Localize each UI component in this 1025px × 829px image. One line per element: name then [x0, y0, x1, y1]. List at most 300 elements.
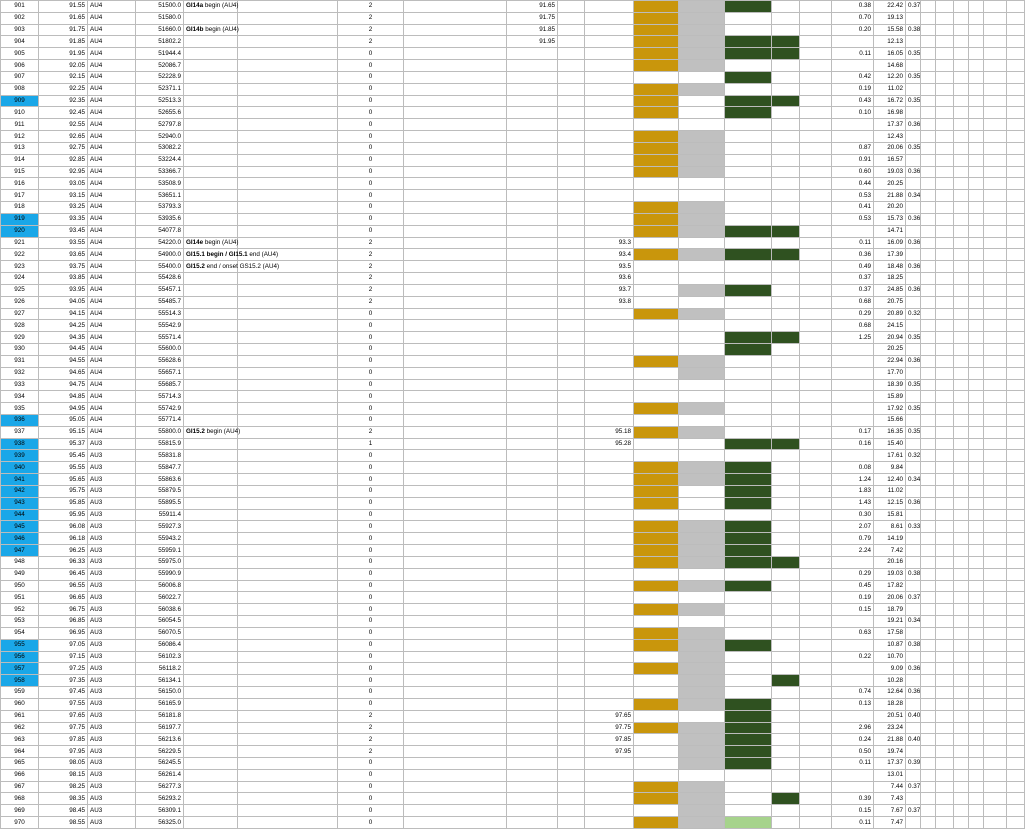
- annotation-cell: [184, 249, 279, 261]
- color-block-cell: [634, 698, 679, 710]
- value-a-cell: 0.37: [832, 284, 874, 296]
- row-number-cell: 907: [1, 71, 39, 83]
- color-block-cell: [725, 545, 772, 557]
- color-block-cell: [725, 249, 772, 261]
- color-block-cell: [725, 663, 772, 675]
- color-block-cell: [772, 769, 800, 781]
- blank-cell: [936, 332, 954, 344]
- zone-cell: AU3: [88, 805, 136, 817]
- marker-depth-cell: [585, 48, 634, 60]
- value-a-cell: [832, 225, 874, 237]
- marker-depth-cell: 93.8: [585, 296, 634, 308]
- blank-cell: [936, 639, 954, 651]
- depth-cell: 94.95: [39, 403, 88, 415]
- blank-cell: [558, 344, 585, 356]
- blank-cell: [238, 675, 338, 687]
- blank-cell: [558, 616, 585, 628]
- row-number-cell: 908: [1, 83, 39, 95]
- code-cell: 2: [338, 284, 404, 296]
- blank-cell: [984, 60, 1007, 72]
- top-depth-cell: [507, 273, 558, 285]
- blank-cell: [404, 722, 507, 734]
- color-block-cell: [772, 60, 800, 72]
- blank-cell: [1007, 36, 1025, 48]
- value-c-cell: [906, 12, 921, 24]
- value-a-cell: 1.83: [832, 485, 874, 497]
- blank-cell: [936, 48, 954, 60]
- marker-depth-cell: [585, 60, 634, 72]
- value-b-cell: 21.88: [874, 190, 906, 202]
- blank-cell: [954, 497, 969, 509]
- value-c-cell: [906, 722, 921, 734]
- code-cell: 0: [338, 142, 404, 154]
- blank-cell: [921, 190, 936, 202]
- table-row: [1, 403, 1025, 415]
- row-number-cell: 928: [1, 320, 39, 332]
- blank-cell: [921, 83, 936, 95]
- blank-cell: [404, 781, 507, 793]
- blank-cell: [936, 213, 954, 225]
- value-b-cell: 7.44: [874, 781, 906, 793]
- blank-cell: [954, 131, 969, 143]
- color-block-cell: [772, 639, 800, 651]
- color-block-cell: [725, 1, 772, 13]
- blank-cell: [954, 273, 969, 285]
- blank-cell: [404, 793, 507, 805]
- value-c-cell: 0.35: [906, 403, 921, 415]
- blank-cell: [404, 805, 507, 817]
- value-a-cell: [832, 639, 874, 651]
- blank-cell: [238, 734, 338, 746]
- value-c-cell: [906, 225, 921, 237]
- value-b-cell: 15.73: [874, 213, 906, 225]
- row-number-cell: 967: [1, 781, 39, 793]
- blank-cell: [954, 12, 969, 24]
- blank-cell: [921, 107, 936, 119]
- color-block-cell: [634, 308, 679, 320]
- value-c-cell: 0.32: [906, 450, 921, 462]
- blank-cell: [238, 202, 338, 214]
- color-block-cell: [634, 48, 679, 60]
- age-cell: 56165.9: [136, 698, 184, 710]
- top-depth-cell: [507, 781, 558, 793]
- blank-cell: [936, 403, 954, 415]
- color-block-cell: [634, 521, 679, 533]
- blank-cell: [404, 95, 507, 107]
- blank-cell: [936, 320, 954, 332]
- top-depth-cell: [507, 379, 558, 391]
- marker-depth-cell: 97.85: [585, 734, 634, 746]
- value-b-cell: 14.19: [874, 533, 906, 545]
- blank-cell: [984, 296, 1007, 308]
- color-block-cell: [634, 154, 679, 166]
- value-b-cell: 13.01: [874, 769, 906, 781]
- zone-cell: AU4: [88, 119, 136, 131]
- blank-cell: [921, 202, 936, 214]
- color-block-cell: [679, 710, 725, 722]
- blank-cell: [984, 83, 1007, 95]
- value-c-cell: 0.35: [906, 332, 921, 344]
- annotation-cell: [184, 533, 238, 545]
- blank-cell: [800, 284, 832, 296]
- age-cell: 56293.2: [136, 793, 184, 805]
- blank-cell: [1007, 450, 1025, 462]
- blank-cell: [1007, 722, 1025, 734]
- age-cell: 54900.0: [136, 249, 184, 261]
- color-block-cell: [679, 48, 725, 60]
- age-cell: 56309.1: [136, 805, 184, 817]
- blank-cell: [238, 320, 338, 332]
- color-block-cell: [772, 320, 800, 332]
- color-block-cell: [725, 107, 772, 119]
- code-cell: 2: [338, 426, 404, 438]
- top-depth-cell: [507, 651, 558, 663]
- top-depth-cell: [507, 296, 558, 308]
- annotation-cell: [184, 769, 238, 781]
- table-row: [1, 213, 1025, 225]
- color-block-cell: [772, 805, 800, 817]
- blank-cell: [921, 545, 936, 557]
- color-block-cell: [772, 509, 800, 521]
- color-block-cell: [725, 166, 772, 178]
- blank-cell: [984, 344, 1007, 356]
- blank-cell: [404, 734, 507, 746]
- value-a-cell: 0.11: [832, 758, 874, 770]
- zone-cell: AU3: [88, 663, 136, 675]
- value-a-cell: 0.87: [832, 142, 874, 154]
- top-depth-cell: [507, 355, 558, 367]
- blank-cell: [921, 746, 936, 758]
- color-block-cell: [679, 627, 725, 639]
- blank-cell: [238, 296, 338, 308]
- table-row: [1, 379, 1025, 391]
- color-block-cell: [725, 296, 772, 308]
- value-b-cell: 20.51: [874, 710, 906, 722]
- blank-cell: [800, 793, 832, 805]
- blank-cell: [558, 805, 585, 817]
- annotation-cell: [184, 154, 238, 166]
- zone-cell: AU3: [88, 639, 136, 651]
- marker-depth-cell: [585, 639, 634, 651]
- color-block-cell: [679, 817, 725, 829]
- color-block-cell: [725, 698, 772, 710]
- value-b-cell: 15.81: [874, 509, 906, 521]
- depth-cell: 95.85: [39, 497, 88, 509]
- blank-cell: [936, 805, 954, 817]
- blank-cell: [969, 758, 984, 770]
- color-block-cell: [679, 746, 725, 758]
- blank-cell: [921, 36, 936, 48]
- blank-cell: [800, 675, 832, 687]
- annotation-cell: [184, 1, 238, 13]
- blank-cell: [238, 71, 338, 83]
- marker-depth-cell: [585, 142, 634, 154]
- color-block-cell: [634, 261, 679, 273]
- blank-cell: [954, 627, 969, 639]
- blank-cell: [984, 769, 1007, 781]
- blank-cell: [558, 12, 585, 24]
- value-a-cell: 1.43: [832, 497, 874, 509]
- color-block-cell: [634, 166, 679, 178]
- annotation-cell: [184, 166, 238, 178]
- marker-depth-cell: [585, 107, 634, 119]
- color-block-cell: [634, 24, 679, 36]
- blank-cell: [404, 450, 507, 462]
- depth-cell: 96.18: [39, 533, 88, 545]
- blank-cell: [954, 213, 969, 225]
- top-depth-cell: [507, 131, 558, 143]
- row-number-cell: 903: [1, 24, 39, 36]
- table-row: [1, 474, 1025, 486]
- color-block-cell: [772, 627, 800, 639]
- color-block-cell: [725, 781, 772, 793]
- marker-depth-cell: [585, 651, 634, 663]
- color-block-cell: [679, 284, 725, 296]
- depth-cell: 93.85: [39, 273, 88, 285]
- depth-cell: 91.85: [39, 36, 88, 48]
- value-b-cell: 20.89: [874, 308, 906, 320]
- table-row: [1, 616, 1025, 628]
- color-block-cell: [772, 604, 800, 616]
- blank-cell: [1007, 178, 1025, 190]
- annotation-cell: [184, 545, 238, 557]
- blank-cell: [954, 604, 969, 616]
- blank-cell: [984, 817, 1007, 829]
- annotation-text: GI15.2: [186, 262, 205, 270]
- blank-cell: [558, 1, 585, 13]
- zone-cell: AU3: [88, 580, 136, 592]
- blank-cell: [558, 698, 585, 710]
- blank-cell: [936, 604, 954, 616]
- color-block-cell: [725, 627, 772, 639]
- annotation-cell: [184, 190, 238, 202]
- color-block-cell: [772, 1, 800, 13]
- top-depth-cell: [507, 190, 558, 202]
- blank-cell: [404, 462, 507, 474]
- depth-cell: 94.45: [39, 344, 88, 356]
- blank-cell: [954, 722, 969, 734]
- annotation-cell: [184, 509, 238, 521]
- annotation-cell: [184, 403, 238, 415]
- blank-cell: [800, 367, 832, 379]
- blank-cell: [936, 438, 954, 450]
- annotation-cell: [184, 663, 238, 675]
- blank-cell: [954, 793, 969, 805]
- blank-cell: [558, 237, 585, 249]
- blank-cell: [969, 509, 984, 521]
- color-block-cell: [725, 616, 772, 628]
- value-a-cell: 0.45: [832, 580, 874, 592]
- blank-cell: [800, 651, 832, 663]
- top-depth-cell: [507, 60, 558, 72]
- blank-cell: [800, 497, 832, 509]
- depth-cell: 95.05: [39, 414, 88, 426]
- blank-cell: [558, 462, 585, 474]
- marker-depth-cell: [585, 616, 634, 628]
- blank-cell: [969, 722, 984, 734]
- depth-cell: 98.25: [39, 781, 88, 793]
- blank-cell: [1007, 367, 1025, 379]
- value-c-cell: 0.37: [906, 1, 921, 13]
- depth-cell: 91.95: [39, 48, 88, 60]
- depth-cell: 93.05: [39, 178, 88, 190]
- color-block-cell: [725, 178, 772, 190]
- blank-cell: [984, 261, 1007, 273]
- table-row: [1, 592, 1025, 604]
- blank-cell: [969, 474, 984, 486]
- blank-cell: [969, 403, 984, 415]
- blank-cell: [954, 438, 969, 450]
- color-block-cell: [634, 12, 679, 24]
- marker-depth-cell: [585, 698, 634, 710]
- code-cell: 0: [338, 166, 404, 178]
- row-number-cell: 915: [1, 166, 39, 178]
- table-row: [1, 190, 1025, 202]
- code-cell: 0: [338, 533, 404, 545]
- table-row: [1, 320, 1025, 332]
- color-block-cell: [634, 36, 679, 48]
- depth-cell: 94.75: [39, 379, 88, 391]
- blank-cell: [969, 12, 984, 24]
- depth-cell: 97.15: [39, 651, 88, 663]
- blank-cell: [921, 48, 936, 60]
- value-c-cell: [906, 367, 921, 379]
- value-a-cell: 2.07: [832, 521, 874, 533]
- marker-depth-cell: [585, 556, 634, 568]
- blank-cell: [969, 568, 984, 580]
- table-row: [1, 391, 1025, 403]
- color-block-cell: [634, 817, 679, 829]
- code-cell: 0: [338, 391, 404, 403]
- value-a-cell: 0.44: [832, 178, 874, 190]
- table-row: [1, 178, 1025, 190]
- table-row: [1, 426, 1025, 438]
- blank-cell: [558, 533, 585, 545]
- color-block-cell: [772, 793, 800, 805]
- blank-cell: [984, 793, 1007, 805]
- annotation-cell: [184, 474, 238, 486]
- row-number-cell: 924: [1, 273, 39, 285]
- table-row: [1, 249, 1025, 261]
- blank-cell: [238, 344, 338, 356]
- value-c-cell: [906, 273, 921, 285]
- row-number-cell: 966: [1, 769, 39, 781]
- blank-cell: [936, 355, 954, 367]
- value-a-cell: 0.38: [832, 1, 874, 13]
- age-cell: 51802.2: [136, 36, 184, 48]
- blank-cell: [558, 332, 585, 344]
- color-block-cell: [634, 284, 679, 296]
- blank-cell: [404, 698, 507, 710]
- blank-cell: [936, 178, 954, 190]
- blank-cell: [800, 131, 832, 143]
- top-depth-cell: [507, 616, 558, 628]
- color-block-cell: [634, 556, 679, 568]
- table-row: [1, 438, 1025, 450]
- color-block-cell: [679, 12, 725, 24]
- top-depth-cell: [507, 178, 558, 190]
- blank-cell: [954, 320, 969, 332]
- color-block-cell: [679, 426, 725, 438]
- top-depth-cell: [507, 426, 558, 438]
- value-c-cell: 0.37: [906, 592, 921, 604]
- value-c-cell: [906, 769, 921, 781]
- depth-cell: 96.45: [39, 568, 88, 580]
- code-cell: 0: [338, 95, 404, 107]
- color-block-cell: [679, 769, 725, 781]
- zone-cell: AU4: [88, 202, 136, 214]
- color-block-cell: [679, 687, 725, 699]
- blank-cell: [969, 119, 984, 131]
- color-block-cell: [772, 355, 800, 367]
- zone-cell: AU4: [88, 426, 136, 438]
- value-c-cell: [906, 698, 921, 710]
- age-cell: 55911.4: [136, 509, 184, 521]
- color-block-cell: [634, 533, 679, 545]
- blank-cell: [404, 332, 507, 344]
- top-depth-cell: [507, 568, 558, 580]
- blank-cell: [954, 734, 969, 746]
- color-block-cell: [772, 142, 800, 154]
- color-block-cell: [725, 237, 772, 249]
- blank-cell: [238, 414, 338, 426]
- value-c-cell: 0.32: [906, 308, 921, 320]
- blank-cell: [969, 485, 984, 497]
- code-cell: 0: [338, 48, 404, 60]
- blank-cell: [1007, 426, 1025, 438]
- blank-cell: [238, 273, 338, 285]
- row-number-cell: 918: [1, 202, 39, 214]
- color-block-cell: [725, 24, 772, 36]
- marker-depth-cell: 93.3: [585, 237, 634, 249]
- blank-cell: [404, 249, 507, 261]
- blank-cell: [984, 190, 1007, 202]
- row-number-cell: 911: [1, 119, 39, 131]
- blank-cell: [984, 663, 1007, 675]
- value-c-cell: [906, 545, 921, 557]
- age-cell: 56102.3: [136, 651, 184, 663]
- blank-cell: [921, 805, 936, 817]
- value-a-cell: 0.08: [832, 462, 874, 474]
- marker-depth-cell: 93.6: [585, 273, 634, 285]
- blank-cell: [954, 556, 969, 568]
- top-depth-cell: 91.75: [507, 12, 558, 24]
- blank-cell: [404, 817, 507, 829]
- blank-cell: [936, 119, 954, 131]
- blank-cell: [558, 119, 585, 131]
- top-depth-cell: [507, 474, 558, 486]
- blank-cell: [238, 758, 338, 770]
- blank-cell: [1007, 119, 1025, 131]
- blank-cell: [800, 83, 832, 95]
- table-row: [1, 817, 1025, 829]
- blank-cell: [969, 36, 984, 48]
- blank-cell: [558, 308, 585, 320]
- top-depth-cell: [507, 722, 558, 734]
- color-block-cell: [679, 60, 725, 72]
- table-row: [1, 533, 1025, 545]
- top-depth-cell: [507, 391, 558, 403]
- zone-cell: AU3: [88, 474, 136, 486]
- value-c-cell: [906, 36, 921, 48]
- value-c-cell: [906, 746, 921, 758]
- blank-cell: [921, 568, 936, 580]
- marker-depth-cell: [585, 308, 634, 320]
- value-b-cell: 17.92: [874, 403, 906, 415]
- code-cell: 0: [338, 379, 404, 391]
- blank-cell: [984, 1, 1007, 13]
- blank-cell: [558, 107, 585, 119]
